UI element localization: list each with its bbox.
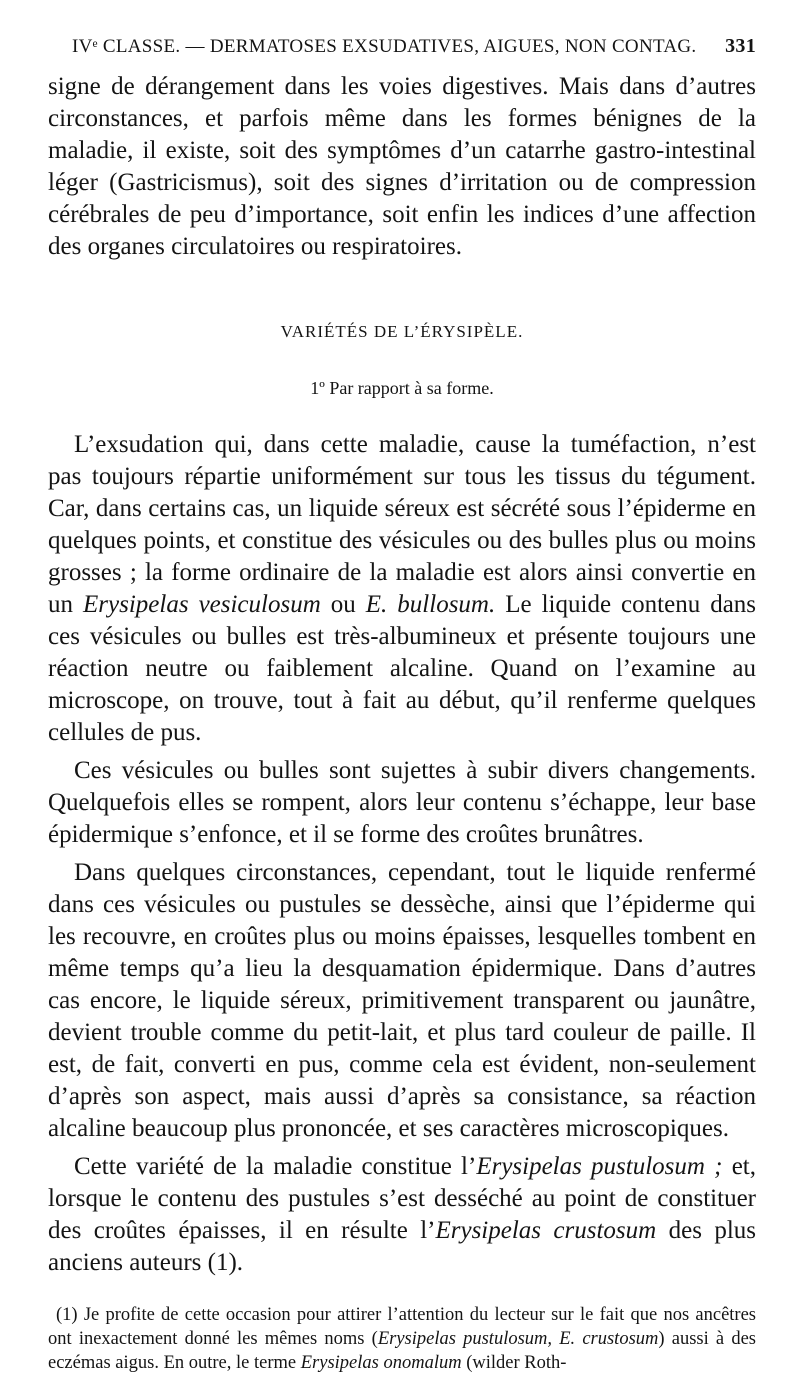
page-number: 331 xyxy=(725,35,756,57)
running-title: IVᵉ CLASSE. — DERMATOSES EXSUDATIVES, AIGUES, NON CONTAG. xyxy=(72,36,697,57)
footnote: (1) Je profite de cette occasion pour attirer l’attention du lecteur sur le fait que nos ancêtres ont inexactement donné les mêmes noms (Erysipelas pustulosum, E. crustosum) aussi à des eczémas aigus. En outre, le terme Erysipelas onomalum (wilder Roth- xyxy=(48,1305,756,1373)
term-erysipelas-vesiculosum: Erysipelas vesiculosum xyxy=(83,591,321,618)
footnote-term-2: Erysipelas onomalum xyxy=(300,1353,462,1373)
intro-paragraph: signe de dérangement dans les voies digestives. Mais dans d’autres circonstances, et parfois même dans les formes bénignes de la maladie, il existe, soit des symptômes d’un catarrhe gastro-intestinal léger (Gastricismus), soit des signes d’irritation ou de compression cérébrales de peu d’importance, soit enfin les indices d’une affection des organes circulatoires ou respiratoires. xyxy=(48,73,756,260)
book-page xyxy=(48,34,756,1375)
footnote-term-1: Erysipelas pustulosum, E. crustosum xyxy=(377,1329,659,1349)
term-erysipelas-pustulosum: Erysipelas pustulosum ; xyxy=(476,1153,723,1180)
paragraph-changements: Ces vésicules ou bulles sont sujettes à subir divers changements. Quelquefois elles se rompent, alors leur contenu s’échappe, leur base épidermique s’enfonce, et il se forme des croûtes brunâtres. xyxy=(48,757,756,848)
subsection-title: 1º Par rapport à sa forme. xyxy=(310,378,494,398)
paragraph-variete: Cette variété de la maladie constitue l’Erysipelas pustulosum ; et, lorsque le contenu des pustules s’est desséché au point de constituer des croûtes épaisses, il en résulte l’Erysipelas crustosum des plus anciens auteurs (1). xyxy=(48,1153,757,1276)
term-erysipelas-crustosum: Erysipelas crustosum xyxy=(435,1217,657,1244)
running-header xyxy=(72,34,756,59)
section-title: VARIÉTÉS DE L’ÉRYSIPÈLE. xyxy=(280,322,524,341)
term-e-bullosum: E. bullosum. xyxy=(365,591,496,618)
paragraph-exsudation: L’exsudation qui, dans cette maladie, cause la tuméfaction, n’est pas toujours répartie uniformément sur tous les tissus du tégument. Car, dans certains cas, un liquide séreux est sécrété sous l’épiderme en quelques points, et constitue des vésicules ou des bulles plus ou moins grosses ; la forme ordinaire de la maladie est alors ainsi convertie en un Erysipelas vesiculosum ou E. bullosum. Le liquide contenu dans ces vésicules ou bulles est très-albumineux et présente toujours une réaction neutre ou faiblement alcaline. Quand on l’examine au microscope, on trouve, tout à fait au début, qu’il renferme quelques cellules de pus. xyxy=(48,431,757,746)
paragraph-circonstances: Dans quelques circonstances, cependant, tout le liquide renfermé dans ces vésicules ou pustules se dessèche, ainsi que l’épiderme qui les recouvre, en croûtes plus ou moins épaisses, lesquelles tombent en même temps qu’a lieu la desquamation épidermique. Dans d’autres cas encore, le liquide séreux, primitivement transparent ou jaunâtre, devient trouble comme du petit-lait, et plus tard couleur de paille. Il est, de fait, converti en pus, comme cela est évident, non-seulement d’après son aspect, mais aussi d’après sa consistance, sa réaction alcaline beaucoup plus prononcée, et ses caractères microscopiques. xyxy=(48,859,756,1142)
